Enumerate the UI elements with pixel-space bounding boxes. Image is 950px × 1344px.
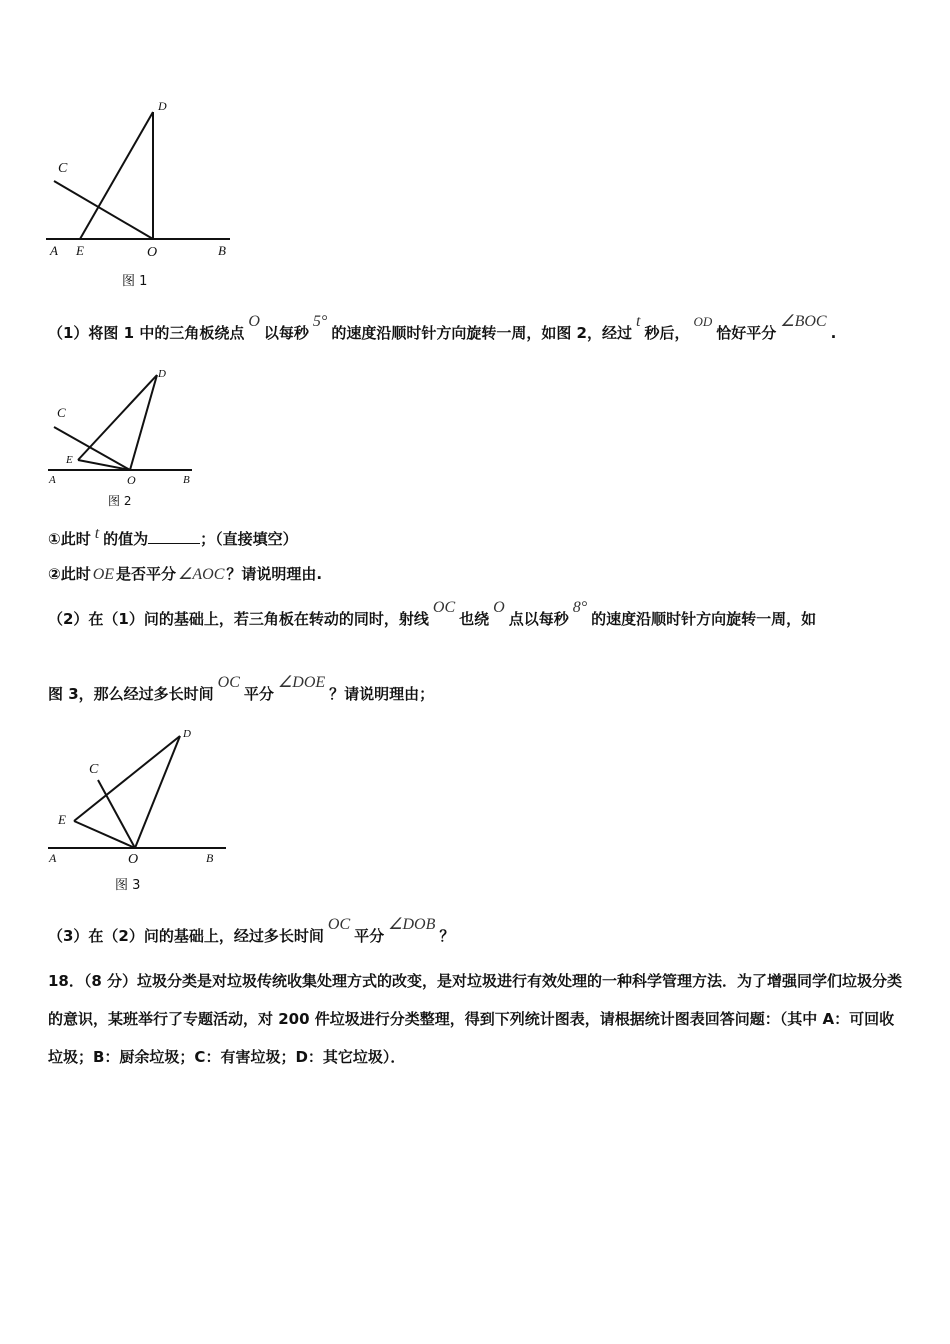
math-o: O [248, 313, 260, 330]
figure-caption: 图 2 [108, 494, 132, 508]
q1b-text-3: ？请说明理由. [226, 565, 323, 583]
figure-2-diagram [40, 365, 210, 515]
q1-text-5: 恰好平分 [716, 324, 777, 342]
q3-text-2: 平分 [354, 927, 385, 945]
q2-text-5: 图 3，那么经过多长时间 [48, 685, 214, 703]
question-2-line-1 [48, 599, 817, 629]
figure-2 [40, 365, 210, 515]
q1-text-3: 的速度沿顺时针方向旋转一周，如图 2，经过 [331, 324, 632, 342]
question-1a [48, 525, 298, 549]
label-e: E [76, 243, 84, 258]
q2-text-7: ？请说明理由； [329, 685, 435, 703]
label-o: O [128, 852, 139, 867]
figure-caption: 图 1 [122, 274, 148, 289]
figure-1 [40, 95, 240, 295]
question-3 [48, 916, 455, 946]
q1-text-4: 秒后， [644, 324, 690, 342]
segment-eo [74, 821, 135, 848]
label-d: D [158, 368, 166, 380]
q1a-text-3: ；（直接填空） [200, 530, 298, 548]
q2-text-2: 也绕 [459, 610, 490, 628]
math-oc: OC [432, 599, 456, 616]
math-t: t [94, 525, 100, 542]
q3-text-1: （3）在（2）问的基础上，经过多长时间 [48, 927, 324, 945]
figure-3-diagram [40, 722, 240, 902]
q2-text-3: 点以每秒 [508, 610, 569, 628]
segment-de [80, 112, 153, 239]
q1a-text-1: ①此时 [48, 530, 91, 548]
label-o: O [147, 245, 158, 260]
q3-text-3: ？ [439, 927, 455, 945]
math-angle-aoc: ∠AOC [178, 566, 225, 583]
question-2-line-2 [48, 674, 435, 704]
figure-caption: 图 3 [115, 878, 141, 893]
math-od: OD [693, 314, 713, 329]
q2-text-4: 的速度沿顺时针方向旋转一周，如 [591, 610, 817, 628]
q1-text-2: 以每秒 [263, 324, 309, 342]
label-c: C [57, 405, 66, 420]
label-a: A [49, 851, 57, 865]
segment-co [54, 181, 153, 239]
label-a: A [50, 243, 58, 258]
q1-text-1: （1）将图 1 中的三角板绕点 [48, 324, 245, 342]
question-1b [48, 563, 322, 584]
q1b-text-2: 是否平分 [116, 565, 177, 583]
label-c: C [58, 161, 68, 176]
label-d: D [158, 99, 167, 113]
label-b: B [183, 474, 190, 486]
label-a: A [49, 474, 56, 486]
segment-de [74, 736, 180, 821]
figure-3 [40, 722, 240, 902]
math-t: t [635, 313, 641, 330]
math-rate: 5° [312, 313, 328, 330]
math-rate: 8° [572, 599, 588, 616]
q2-text-1: （2）在（1）问的基础上，若三角板在转动的同时，射线 [48, 610, 429, 628]
answer-blank[interactable] [148, 529, 200, 544]
q1a-text-2: 的值为 [103, 530, 149, 548]
math-oe: OE [92, 566, 115, 583]
figure-1-diagram [40, 95, 240, 295]
math-angle-boc: ∠BOC [780, 313, 827, 330]
question-18: 18．（8 分）垃圾分类是对垃圾传统收集处理方式的改变，是对垃圾进行有效处理的一种科学管理方法．为了增强同学们垃圾分类的意识，某班举行了专题活动，对 200 件垃圾进行分类整理，得到下列统计图表，请根据统计图表回答问题：（其中 A：可回收垃圾；B：厨余垃圾；C：有害垃圾；D：其它垃圾）． [48, 972, 903, 1066]
q1-end: . [830, 324, 837, 342]
question-1 [48, 313, 837, 343]
label-d: D [183, 728, 191, 740]
math-oc: OC [327, 916, 351, 933]
q1b-text-1: ②此时 [48, 565, 91, 583]
math-o: O [493, 599, 505, 616]
label-b: B [218, 243, 226, 258]
label-e: E [58, 812, 66, 827]
label-o: O [127, 473, 136, 487]
math-angle-doe: ∠DOE [277, 674, 326, 691]
label-e: E [66, 454, 73, 466]
segment-co [98, 780, 135, 848]
label-c: C [89, 762, 99, 777]
math-angle-dob: ∠DOB [388, 916, 436, 933]
math-oc: OC [217, 674, 240, 691]
label-b: B [206, 851, 214, 865]
q2-text-6: 平分 [243, 685, 274, 703]
